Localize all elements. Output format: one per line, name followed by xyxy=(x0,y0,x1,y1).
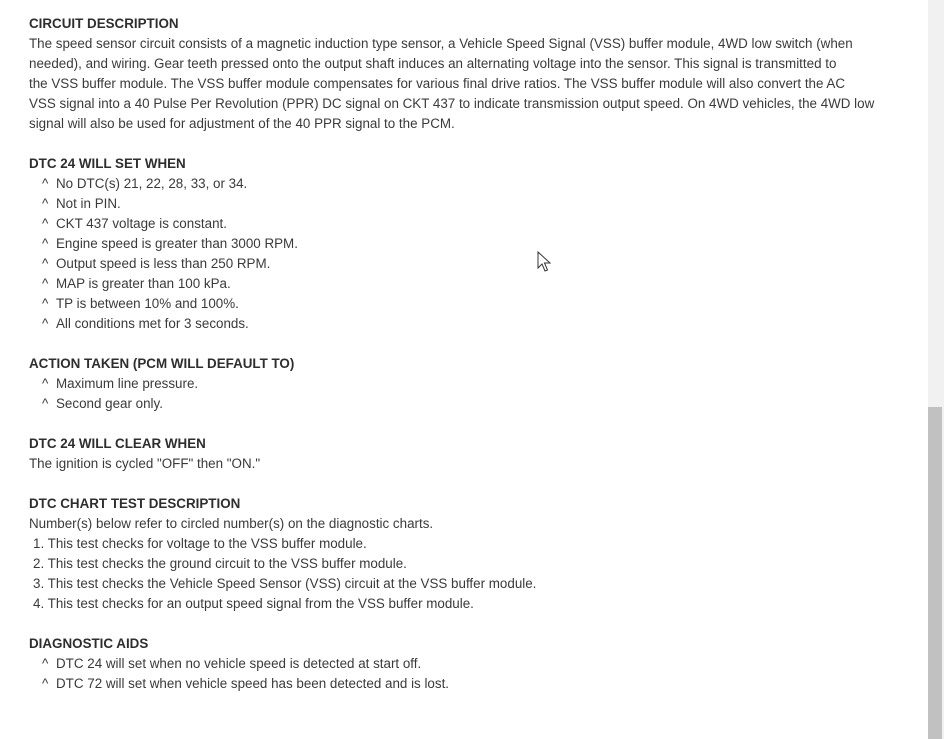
list-item: 4. This test checks for an output speed signal from the VSS buffer module. xyxy=(33,596,474,611)
list-item: ^ TP is between 10% and 100%. xyxy=(29,294,913,314)
mouse-pointer-icon xyxy=(537,251,551,272)
paragraph-line: Number(s) below refer to circled number(s) on the diagnostic charts. xyxy=(29,516,434,531)
test-steps-list xyxy=(29,534,913,614)
vertical-scrollbar[interactable] xyxy=(928,0,944,739)
document-body xyxy=(29,14,913,714)
caret-bullet-icon: ^ xyxy=(42,656,49,671)
caret-bullet-icon: ^ xyxy=(42,276,49,291)
section-heading: ACTION TAKEN (PCM WILL DEFAULT TO) xyxy=(29,356,295,371)
section-heading: DTC CHART TEST DESCRIPTION xyxy=(29,496,241,511)
caret-bullet-icon: ^ xyxy=(42,196,49,211)
chart-test-description-section xyxy=(29,494,913,614)
list-item: ^ MAP is greater than 100 kPa. xyxy=(29,274,913,294)
caret-bullet-icon: ^ xyxy=(42,376,49,391)
section-heading: DIAGNOSTIC AIDS xyxy=(29,636,149,651)
paragraph-line: The speed sensor circuit consists of a magnetic induction type sensor, a Vehicle Speed Signal (VSS) buffer module, 4WD low switch (when xyxy=(29,36,853,51)
paragraph-line: the VSS buffer module. The VSS buffer module compensates for various final drive ratios. The VSS buffer module will also convert the AC xyxy=(29,76,846,91)
list-item: ^ CKT 437 voltage is constant. xyxy=(29,214,913,234)
set-conditions-section xyxy=(29,154,913,334)
caret-bullet-icon: ^ xyxy=(42,216,49,231)
aids-list xyxy=(29,654,913,694)
caret-bullet-icon: ^ xyxy=(42,176,49,191)
clear-conditions-section xyxy=(29,434,913,474)
caret-bullet-icon: ^ xyxy=(42,396,49,411)
section-heading: CIRCUIT DESCRIPTION xyxy=(29,16,179,31)
paragraph-line: VSS signal into a 40 Pulse Per Revolution (PPR) DC signal on CKT 437 to indicate transmission output speed. On 4WD vehicles, the 4WD low xyxy=(29,96,875,111)
section-heading: DTC 24 WILL SET WHEN xyxy=(29,156,186,171)
list-item: ^ Engine speed is greater than 3000 RPM. xyxy=(29,234,913,254)
action-list xyxy=(29,374,913,414)
condition-list xyxy=(29,174,913,334)
list-item: ^ Second gear only. xyxy=(29,394,913,414)
caret-bullet-icon: ^ xyxy=(42,296,49,311)
list-item: ^ Output speed is less than 250 RPM. xyxy=(29,254,913,274)
list-item: ^ Maximum line pressure. xyxy=(29,374,913,394)
diagnostic-aids-section xyxy=(29,634,913,694)
caret-bullet-icon: ^ xyxy=(42,256,49,271)
paragraph-line: needed), and wiring. Gear teeth pressed onto the output shaft induces an alternating voltage into the sensor. This signal is transmitted to xyxy=(29,56,837,71)
list-item: ^ No DTC(s) 21, 22, 28, 33, or 34. xyxy=(29,174,913,194)
list-item: 3. This test checks the Vehicle Speed Sensor (VSS) circuit at the VSS buffer module. xyxy=(33,576,537,591)
list-item: ^ Not in PIN. xyxy=(29,194,913,214)
list-item: ^ DTC 24 will set when no vehicle speed is detected at start off. xyxy=(29,654,913,674)
paragraph-line: The ignition is cycled "OFF" then "ON." xyxy=(29,456,261,471)
list-item: 1. This test checks for voltage to the VSS buffer module. xyxy=(33,536,367,551)
section-heading: DTC 24 WILL CLEAR WHEN xyxy=(29,436,206,451)
paragraph-line: signal will also be used for adjustment of the 40 PPR signal to the PCM. xyxy=(29,116,455,131)
action-taken-section xyxy=(29,354,913,414)
list-item: ^ DTC 72 will set when vehicle speed has been detected and is lost. xyxy=(29,674,913,694)
caret-bullet-icon: ^ xyxy=(42,316,49,331)
caret-bullet-icon: ^ xyxy=(42,236,49,251)
list-item: ^ All conditions met for 3 seconds. xyxy=(29,314,913,334)
scrollbar-thumb[interactable] xyxy=(928,407,942,739)
list-item: 2. This test checks the ground circuit to the VSS buffer module. xyxy=(33,556,407,571)
circuit-description-section xyxy=(29,14,913,134)
caret-bullet-icon: ^ xyxy=(42,676,49,691)
